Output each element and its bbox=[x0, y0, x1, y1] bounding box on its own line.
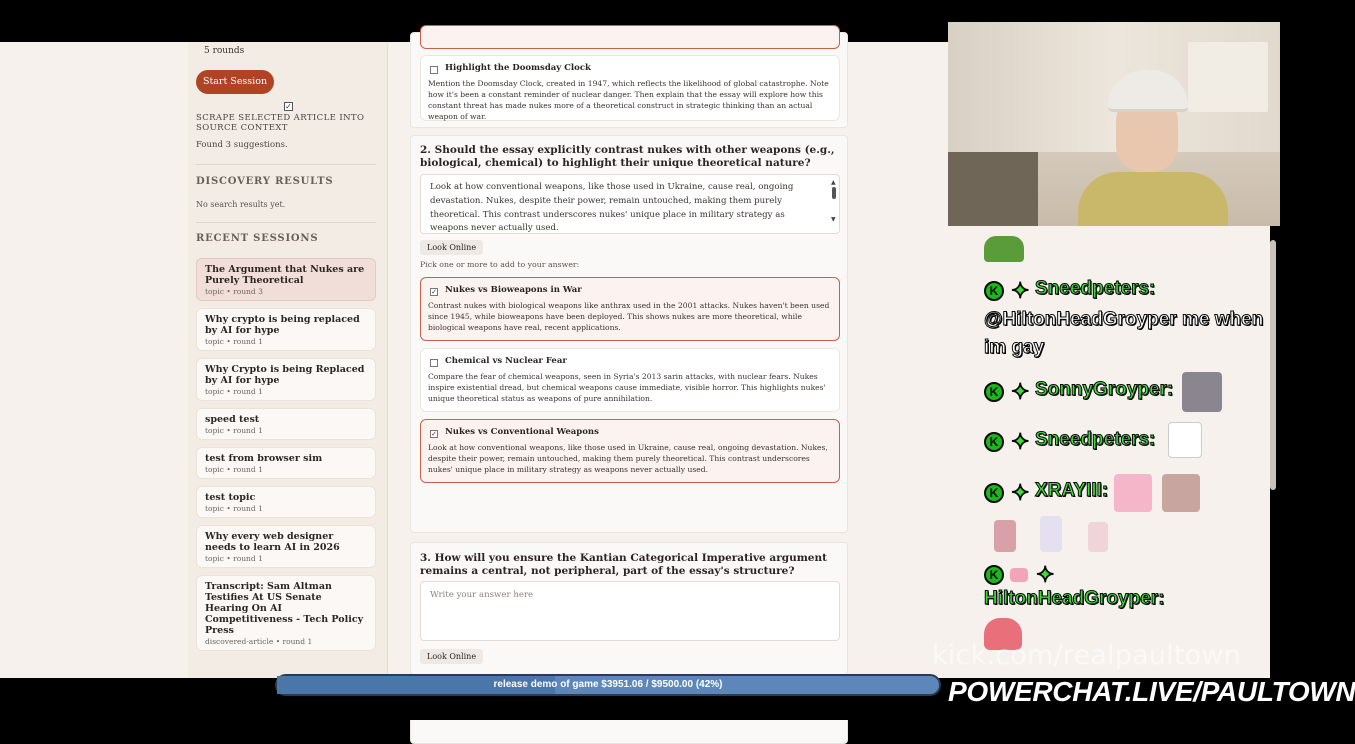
character-emote-icon bbox=[1182, 372, 1222, 412]
answer-textarea[interactable] bbox=[420, 174, 840, 234]
recent-sessions-heading: RECENT SESSIONS bbox=[196, 233, 319, 244]
option-title: Highlight the Doomsday Clock bbox=[445, 63, 591, 73]
powerchat-banner: POWERCHAT.LIVE/PAULTOWN bbox=[948, 676, 1355, 707]
answer-text: Look at how conventional weapons, like those used in Ukraine, cause real, ongoing devastation. Nukes, despite their power, remain untouched, making them purely theoretical. This contrast underscores nukes' unique place in military strategy as weapons never actually used. bbox=[430, 182, 794, 234]
look-online-button[interactable]: Look Online bbox=[420, 240, 483, 255]
kick-url-watermark: kick.com/realpaultown bbox=[932, 640, 1241, 671]
session-title: Why crypto is being replaced by AI for hype bbox=[205, 314, 360, 336]
figure-emote-icon bbox=[994, 520, 1016, 552]
pink-badge-icon bbox=[1010, 568, 1028, 582]
option-body: Look at how conventional weapons, like those used in Ukraine, cause real, ongoing devastation. Nukes, despite their power, remain untouched, making them purely theoretical. This contrast underscores nukes' unique place in military strategy as weapons never actually used. bbox=[428, 443, 828, 474]
sub-badge-icon: ✦ bbox=[1036, 562, 1055, 587]
option-title: Nukes vs Conventional Weapons bbox=[445, 427, 599, 437]
answer-option[interactable] bbox=[420, 348, 840, 412]
look-online-button[interactable]: Look Online bbox=[420, 649, 483, 664]
option-checkbox[interactable] bbox=[430, 66, 438, 74]
chat-username: HiltonHeadGroyper: bbox=[984, 588, 1165, 609]
donation-goal-bar bbox=[275, 674, 941, 696]
session-title: speed test bbox=[205, 414, 260, 425]
chat-username: XRAYIII: bbox=[1035, 480, 1109, 501]
session-item[interactable] bbox=[196, 308, 376, 351]
answer-option[interactable] bbox=[420, 419, 840, 483]
scroll-down-icon: ▼ bbox=[831, 216, 836, 223]
kick-badge-icon: K bbox=[984, 281, 1004, 301]
no-results-text: No search results yet. bbox=[196, 200, 286, 209]
answer-textarea[interactable] bbox=[420, 581, 840, 641]
option-checkbox[interactable] bbox=[430, 359, 438, 367]
sub-badge-icon: ✦ bbox=[1011, 429, 1030, 454]
chat-message: @HiltonHeadGroyper me when im gay bbox=[984, 309, 1264, 358]
sub-badge-icon: ✦ bbox=[1011, 379, 1030, 404]
textarea-scrollbar[interactable] bbox=[831, 179, 837, 229]
divider bbox=[196, 222, 376, 223]
chat-username: Sneedpeters: bbox=[1035, 429, 1156, 450]
question-card bbox=[410, 542, 848, 675]
page-scrollbar[interactable] bbox=[1270, 240, 1276, 490]
scrape-checkbox[interactable]: ✓ bbox=[285, 102, 292, 111]
figure-emote-icon bbox=[1040, 516, 1062, 552]
session-title: test from browser sim bbox=[205, 453, 323, 464]
session-title: Why Crypto is being Replaced by AI for hype bbox=[205, 364, 365, 386]
main-content bbox=[410, 32, 848, 732]
webcam-shadow bbox=[948, 152, 1038, 226]
webcam-feed bbox=[948, 22, 1280, 226]
chat-username: SonnyGroyper: bbox=[1035, 379, 1174, 400]
option-body: Compare the fear of chemical weapons, seen in Syria's 2013 sarin attacks, with nuclear fears. Nukes inspire existential dread, but chemical weapons cause immediate, visible horror. This highlights nukes' unique theoretical status as weapons of pure annihilation. bbox=[428, 372, 826, 403]
app-page bbox=[0, 42, 948, 678]
pick-instruction: Pick one or more to add to your answer: bbox=[420, 260, 580, 269]
kick-badge-icon: K bbox=[984, 382, 1004, 402]
session-item[interactable] bbox=[196, 258, 376, 301]
answer-option[interactable] bbox=[420, 277, 840, 341]
session-title: The Argument that Nukes are Purely Theoretical bbox=[205, 264, 365, 286]
option-checkbox[interactable]: ✓ bbox=[431, 430, 437, 438]
sub-badge-icon: ✦ bbox=[1011, 480, 1030, 505]
session-title: test topic bbox=[205, 492, 256, 503]
session-title: Transcript: Sam Altman Testifies At US Senate Hearing On AI Competitiveness - Tech Policy Press bbox=[205, 581, 364, 636]
session-meta: topic • round 1 bbox=[205, 504, 263, 513]
option-body: Mention the Doomsday Clock, created in 1947, which reflects the likelihood of global catastrophe. Note how it's been a constant reminder of nuclear danger. Then explain that the essay will explore how this constant threat has made nukes more of a theoretical construct in strategic thinking than an actual weapon of war. bbox=[428, 79, 829, 121]
session-meta: topic • round 1 bbox=[205, 554, 263, 563]
stream-chat-overlay bbox=[948, 226, 1280, 678]
webcam-shelf bbox=[1188, 42, 1268, 112]
found-suggestions-text: Found 3 suggestions. bbox=[196, 140, 288, 150]
session-title: Why every web designer needs to learn AI in 2026 bbox=[205, 531, 340, 553]
option-title: Nukes vs Bioweapons in War bbox=[445, 285, 582, 295]
session-meta: topic • round 3 bbox=[205, 287, 263, 296]
question-card bbox=[410, 32, 848, 128]
answer-placeholder: Write your answer here bbox=[430, 590, 534, 600]
anime-emote-icon bbox=[1114, 474, 1152, 512]
discovery-results-heading: DISCOVERY RESULTS bbox=[196, 176, 334, 187]
session-meta: topic • round 1 bbox=[205, 387, 263, 396]
start-session-button[interactable]: Start Session bbox=[196, 70, 274, 94]
sidebar bbox=[188, 42, 388, 678]
scroll-thumb[interactable] bbox=[832, 187, 836, 199]
divider bbox=[196, 164, 376, 165]
anime-emote-icon bbox=[1162, 474, 1200, 512]
scrape-label: SCRAPE SELECTED ARTICLE INTO SOURCE CONTEXT bbox=[196, 113, 365, 133]
sub-badge-icon: ✦ bbox=[1011, 278, 1030, 303]
option-checkbox[interactable]: ✓ bbox=[431, 288, 437, 296]
session-list bbox=[196, 258, 376, 658]
kick-badge-icon: K bbox=[984, 483, 1004, 503]
answer-option[interactable] bbox=[420, 25, 840, 49]
session-meta: topic • round 1 bbox=[205, 426, 263, 435]
session-item[interactable] bbox=[196, 447, 376, 479]
scroll-up-icon: ▲ bbox=[831, 179, 836, 186]
sunglasses-emote-icon bbox=[1168, 422, 1202, 458]
kick-badge-icon: K bbox=[984, 432, 1004, 452]
session-item[interactable] bbox=[196, 408, 376, 440]
answer-option[interactable] bbox=[420, 55, 840, 121]
question-text: 2. Should the essay explicitly contrast nukes with other weapons (e.g., biological, chemical) to highlight their unique theoretical nature? bbox=[420, 144, 835, 169]
chat-username: Sneedpeters: bbox=[1035, 278, 1156, 299]
option-title: Chemical vs Nuclear Fear bbox=[445, 356, 567, 366]
session-item[interactable] bbox=[196, 358, 376, 401]
question-card bbox=[410, 135, 848, 533]
session-item[interactable] bbox=[196, 525, 376, 568]
frog-emote-icon bbox=[984, 236, 1024, 262]
session-meta: discovered-article • round 1 bbox=[205, 637, 313, 646]
kick-badge-icon: K bbox=[984, 565, 1004, 585]
session-item[interactable] bbox=[196, 486, 376, 518]
session-meta: topic • round 1 bbox=[205, 337, 263, 346]
question-text: 3. How will you ensure the Kantian Categorical Imperative argument remains a central, not peripheral, part of the essay's structure? bbox=[420, 552, 827, 577]
session-item[interactable] bbox=[196, 575, 376, 651]
figure-emote-icon bbox=[1088, 522, 1108, 552]
rounds-label: 5 rounds bbox=[204, 46, 245, 56]
session-meta: topic • round 1 bbox=[205, 465, 263, 474]
option-body: Contrast nukes with biological weapons like anthrax used in the 2001 attacks. Nukes haven't been used since 1945, while bioweapons have been deployed. This shows nukes are more theoretical, while biological weapons have real, recent applications. bbox=[428, 301, 830, 332]
goal-text: release demo of game $3951.06 / $9500.00 (42%) bbox=[493, 679, 723, 690]
